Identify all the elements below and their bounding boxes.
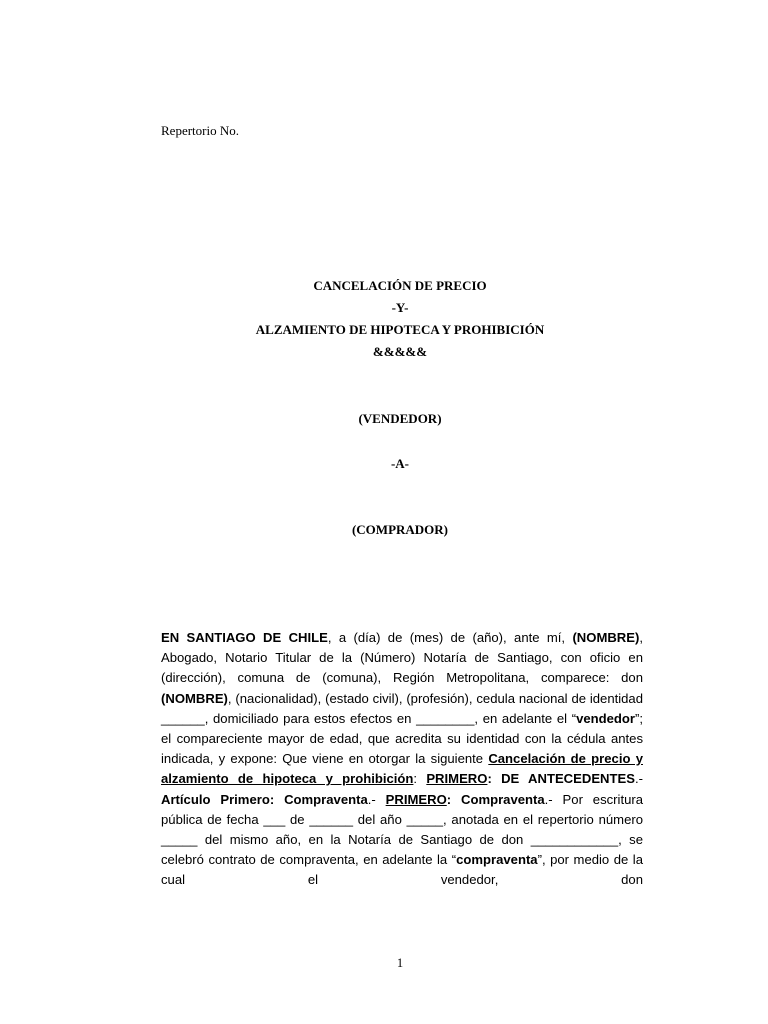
vendedor-term: vendedor — [576, 710, 635, 726]
title-line-3: ALZAMIENTO DE HIPOTECA Y PROHIBICIÓN — [255, 322, 545, 337]
title-line-1: CANCELACIÓN DE PRECIO — [313, 278, 487, 293]
clause-primero-label-2: PRIMERO — [385, 791, 447, 807]
deed-title: Cancelación de precio y alzamiento de hipoteca y prohibición — [161, 751, 643, 787]
compraventa-term: compraventa — [456, 852, 538, 868]
clause-antecedentes: : DE ANTECEDENTES — [487, 771, 635, 787]
clause-compraventa: : Compraventa — [446, 791, 545, 807]
party-comprador: (COMPRADOR) — [351, 522, 449, 537]
repertorio-label: Repertorio No. — [161, 123, 239, 138]
place-heading: EN SANTIAGO DE CHILE — [161, 630, 328, 645]
title-line-2: -Y- — [391, 300, 409, 315]
article-primero: Artículo Primero: Compraventa — [161, 791, 368, 807]
party-separator: -A- — [390, 456, 410, 471]
notary-name: (NOMBRE) — [572, 630, 640, 645]
page-number: 1 — [396, 956, 404, 970]
compareciente-name: (NOMBRE) — [161, 690, 228, 706]
body-paragraph: EN SANTIAGO DE CHILE, a (día) de (mes) de (año), ante mí, (NOMBRE), Abogado, Notario Titular de la (Número) Notaría de Santiago, con oficio en (dirección), comuna de (comuna), Región Metropolitana, comparece: don (NOMBRE), (nacionalidad), (estado civil), (profesión), cedula nacional de identidad ______, domiciliado para estos efectos en ________, en adelante el “vendedor”; el compareciente mayor de edad, que acredita su identidad con la cédula antes indicada, y expone: Que viene en otorgar la siguiente Cancelación de precio y alzamiento de hipoteca y prohibición: PRIMERO: DE ANTECEDENTES.- Artículo Primero: Compraventa.- PRIMERO: Compraventa.- Por escritura pública de fecha ___ de ______ del año _____, anotada en el repertorio número _____ del mismo año, en la Notaría de Santiago de don ____________, se celebró contrato de compraventa, en adelante la “compraventa”, por medio de la cual el vendedor, don — [161, 630, 644, 888]
clause-primero-label: PRIMERO — [426, 771, 488, 787]
title-line-4: &&&&& — [372, 344, 428, 359]
party-vendedor: (VENDEDOR) — [358, 411, 442, 426]
